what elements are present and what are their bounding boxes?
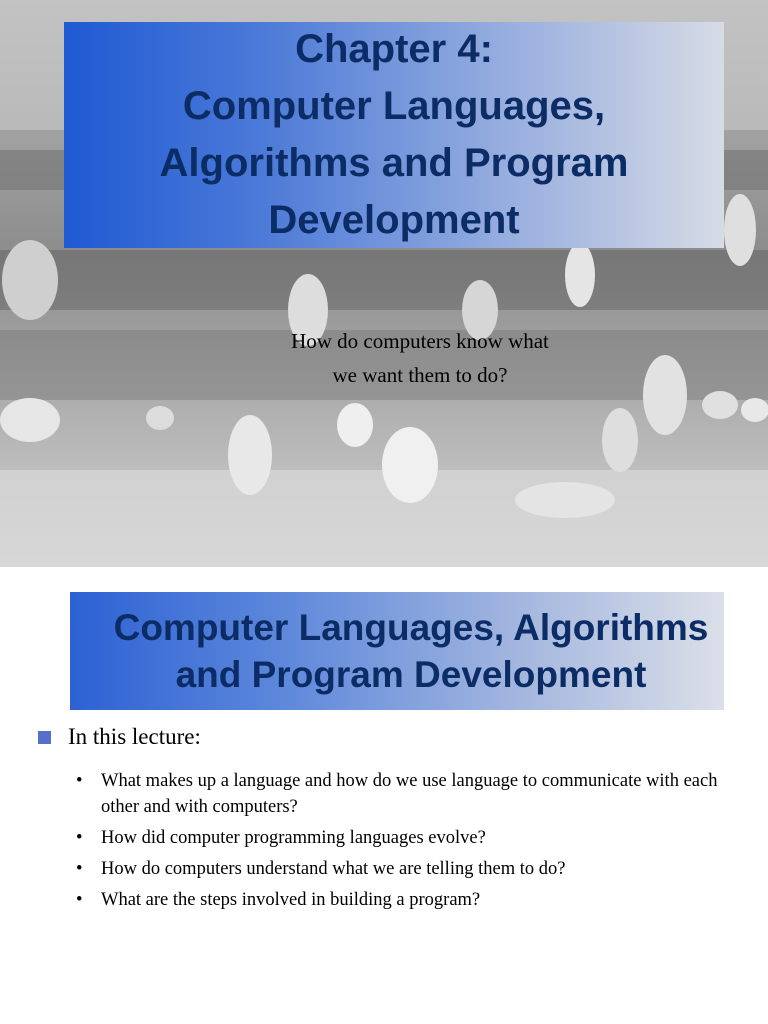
list-item <box>74 768 744 820</box>
chapter-title <box>160 21 629 249</box>
list-item <box>74 825 744 851</box>
slide-title <box>114 604 709 698</box>
title-line: and Program Development <box>175 654 647 695</box>
bullet-dot-icon: • <box>76 890 83 910</box>
title-box <box>64 22 724 248</box>
title-box <box>70 592 724 710</box>
subtitle-question <box>200 324 640 392</box>
bullet-dot-icon: • <box>76 771 83 791</box>
bullet-dot-icon: • <box>76 859 83 879</box>
bullet-dot-icon: • <box>76 828 83 848</box>
slide-2 <box>0 568 768 1024</box>
title-line: Computer Languages, Algorithms <box>113 607 709 648</box>
list-item <box>74 856 744 882</box>
main-bullet <box>38 724 201 750</box>
list-item-text: What are the steps involved in building a program? <box>101 890 481 910</box>
main-bullet-text: In this lecture: <box>68 724 201 749</box>
lecture-topics-list <box>74 768 744 918</box>
list-item <box>74 887 744 913</box>
square-bullet-icon <box>38 731 51 744</box>
list-item-text: How do computers understand what we are telling them to do? <box>101 859 566 879</box>
title-line: Development <box>268 198 520 242</box>
list-item-text: What makes up a language and how do we use language to communicate with each other and with computers? <box>101 771 718 817</box>
subtitle-line: How do computers know what <box>291 329 549 353</box>
title-line: Computer Languages, <box>182 84 606 128</box>
title-line: Algorithms and Program <box>159 141 629 185</box>
list-item-text: How did computer programming languages evolve? <box>101 828 486 848</box>
title-line: Chapter 4: <box>295 27 493 71</box>
subtitle-line: we want them to do? <box>332 363 508 387</box>
